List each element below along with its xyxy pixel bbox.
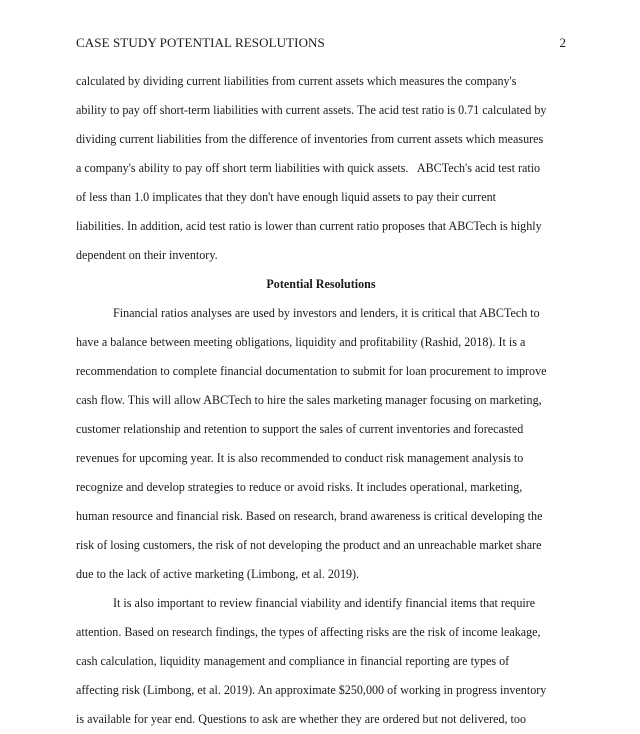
text-line: have a balance between meeting obligations, liquidity and profitability (Rashid, 2018). It is a — [76, 335, 526, 349]
text-line: human resource and financial risk. Based on research, brand awareness is critical developing the — [76, 509, 543, 523]
text-line: revenues for upcoming year. It is also recommended to conduct risk management analysis to — [76, 451, 524, 465]
page-number: 2 — [559, 35, 566, 50]
text-line: It is also important to review financial viability and identify financial items that require — [113, 596, 536, 610]
text-line: ability to pay off short-term liabilities with current assets. The acid test ratio is 0.71 calculated by — [76, 103, 547, 117]
text-line: recognize and develop strategies to reduce or avoid risks. It includes operational, marketing, — [76, 480, 523, 494]
body-text — [76, 67, 566, 734]
section-heading: Potential Resolutions — [266, 277, 376, 291]
paragraph-rashid — [76, 299, 566, 589]
text-line: customer relationship and retention to support the sales of current inventories and forecasted — [76, 422, 524, 436]
paragraph-limbong — [76, 589, 566, 734]
text-line: cash calculation, liquidity management and compliance in financial reporting are types of — [76, 654, 510, 668]
text-line: affecting risk (Limbong, et al. 2019). An approximate $250,000 of working in progress inventory — [76, 683, 547, 697]
text-line: cash flow. This will allow ABCTech to hire the sales marketing manager focusing on marketing, — [76, 393, 542, 407]
text-line: attention. Based on research findings, the types of affecting risks are the risk of income leakage, — [76, 625, 541, 639]
text-line: dividing current liabilities from the difference of inventories from current assets which measures — [76, 132, 544, 146]
text-line: of less than 1.0 implicates that they don't have enough liquid assets to pay their current — [76, 190, 496, 204]
text-line: due to the lack of active marketing (Limbong, et al. 2019). — [76, 567, 360, 581]
text-line: a company's ability to pay off short term liabilities with quick assets. ABCTech's acid test ratio — [76, 161, 541, 175]
text-line: risk of losing customers, the risk of not developing the product and an unreachable market share — [76, 538, 542, 552]
text-line: recommendation to complete financial documentation to submit for loan procurement to improve — [76, 364, 547, 378]
running-head: CASE STUDY POTENTIAL RESOLUTIONS — [76, 35, 325, 50]
text-line: liabilities. In addition, acid test ratio is lower than current ratio proposes that ABCTech is highly — [76, 219, 542, 233]
text-line: Financial ratios analyses are used by investors and lenders, it is critical that ABCTech to — [113, 306, 540, 320]
text-line: dependent on their inventory. — [76, 248, 218, 262]
text-line: is available for year end. Questions to ask are whether they are ordered but not delivered, too — [76, 712, 526, 726]
intro-paragraph — [76, 67, 566, 270]
text-line: calculated by dividing current liabilities from current assets which measures the company's — [76, 74, 517, 88]
